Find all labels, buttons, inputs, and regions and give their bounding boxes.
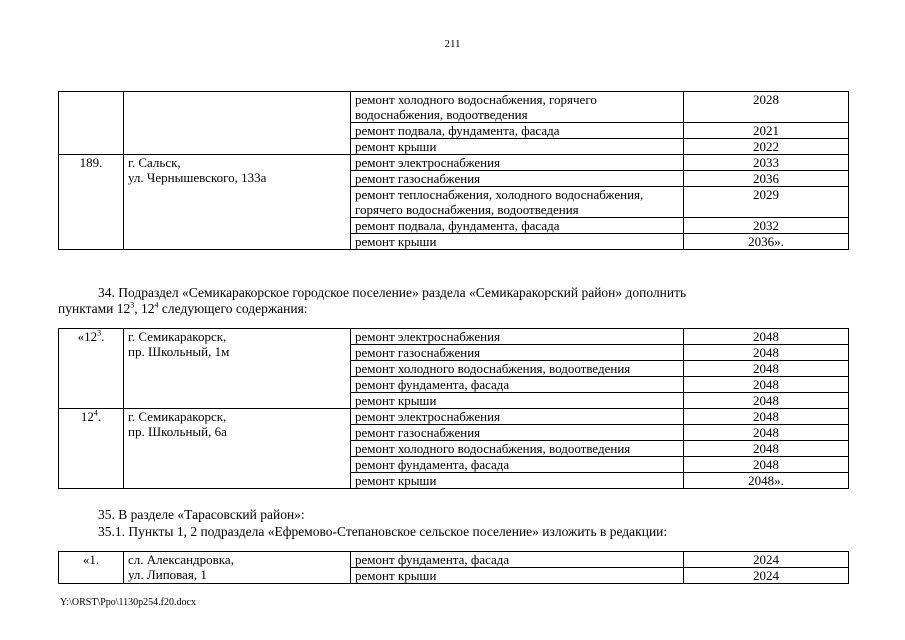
item-number-cell — [59, 92, 124, 155]
year-cell: 2048 — [684, 409, 849, 425]
address-line: ул. Чернышевского, 133а — [128, 170, 267, 185]
item-number-cell — [59, 552, 124, 584]
page-number: 211 — [444, 38, 461, 50]
table-body — [59, 552, 849, 584]
paragraph-34 — [58, 285, 848, 317]
work-type-cell: ремонт подвала, фундамента, фасада — [351, 123, 684, 139]
year-cell: 2022 — [684, 139, 849, 155]
work-type-cell: ремонт крыши — [351, 234, 684, 250]
year-cell: 2048 — [684, 393, 849, 409]
repair-table-2 — [58, 328, 849, 489]
address-cell — [124, 409, 351, 489]
work-type-cell: ремонт электроснабжения — [351, 409, 684, 425]
work-type-cell: ремонт подвала, фундамента, фасада — [351, 218, 684, 234]
year-cell: 2048 — [684, 425, 849, 441]
work-type-cell: ремонт холодного водоснабжения, водоотведения — [351, 441, 684, 457]
item-number-suffix: . — [97, 409, 102, 424]
work-type-cell: ремонт крыши — [351, 139, 684, 155]
table-row — [59, 409, 849, 425]
address-line: пр. Школьный, 6а — [128, 424, 227, 439]
paragraph-35 — [58, 507, 848, 523]
file-path-footer: Y:\ORST\Ppo\1130p254.f20.docx — [60, 597, 196, 608]
table-row — [59, 92, 849, 123]
item-number-cell — [59, 329, 124, 409]
year-cell: 2024 — [684, 568, 849, 584]
year-cell: 2021 — [684, 123, 849, 139]
year-cell: 2048 — [684, 361, 849, 377]
paragraph-34-line2b: , 12 — [134, 301, 155, 316]
superscript: 3 — [130, 300, 135, 310]
table-body — [59, 92, 849, 250]
item-number-suffix: . — [101, 329, 105, 344]
address-line: г. Семикаракорск, — [128, 329, 227, 344]
address-line: ул. Липовая, 1 — [128, 567, 207, 582]
work-type-cell: ремонт электроснабжения — [351, 155, 684, 171]
year-cell: 2032 — [684, 218, 849, 234]
table-row — [59, 552, 849, 568]
year-cell: 2036». — [684, 234, 849, 250]
item-number: 189. — [79, 155, 103, 170]
work-type-cell: ремонт фундамента, фасада — [351, 552, 684, 568]
year-cell: 2048 — [684, 329, 849, 345]
address-cell — [124, 552, 351, 584]
item-number: «12 — [77, 329, 98, 344]
year-cell: 2024 — [684, 552, 849, 568]
item-number-cell — [59, 409, 124, 489]
paragraph-35-text: 35. В разделе «Тарасовский район»: — [98, 507, 305, 522]
year-cell: 2048 — [684, 441, 849, 457]
paragraph-34-line2c: следующего содержания: — [158, 301, 308, 316]
year-cell: 2033 — [684, 155, 849, 171]
repair-table-3 — [58, 551, 849, 584]
year-cell: 2048 — [684, 345, 849, 361]
address-cell — [124, 92, 351, 155]
work-type-cell: ремонт газоснабжения — [351, 171, 684, 187]
address-cell — [124, 155, 351, 250]
work-type-cell: ремонт фундамента, фасада — [351, 457, 684, 473]
address-line: пр. Школьный, 1м — [128, 344, 230, 359]
superscript: 4 — [154, 300, 159, 310]
item-number-superscript: 4 — [93, 408, 98, 418]
address-line: г. Семикаракорск, — [128, 409, 227, 424]
address-line: сл. Александровка, — [128, 552, 234, 567]
year-cell: 2036 — [684, 171, 849, 187]
address-cell — [124, 329, 351, 409]
item-number-superscript: 3 — [97, 328, 102, 338]
year-cell: 2048 — [684, 377, 849, 393]
paragraph-34-line2a: пунктами 12 — [58, 301, 131, 316]
paragraph-35-1 — [58, 524, 848, 540]
work-type-cell: ремонт теплоснабжения, холодного водоснабжения, горячего водоснабжения, водоотведения — [351, 187, 684, 218]
address-line: г. Сальск, — [128, 155, 181, 170]
work-type-cell: ремонт крыши — [351, 393, 684, 409]
work-type-cell: ремонт фундамента, фасада — [351, 377, 684, 393]
table-body — [59, 329, 849, 489]
year-cell: 2028 — [684, 92, 849, 123]
table-row — [59, 329, 849, 345]
paragraph-34-line1: 34. Подраздел «Семикаракорское городское поселение» раздела «Семикаракорский район» дополнить — [98, 285, 687, 300]
work-type-cell: ремонт крыши — [351, 568, 684, 584]
work-type-cell: ремонт электроснабжения — [351, 329, 684, 345]
year-cell: 2029 — [684, 187, 849, 218]
work-type-cell: ремонт холодного водоснабжения, горячего водоснабжения, водоотведения — [351, 92, 684, 123]
work-type-cell: ремонт холодного водоснабжения, водоотведения — [351, 361, 684, 377]
item-number: «1. — [82, 552, 100, 567]
paragraph-35-1-text: 35.1. Пункты 1, 2 подраздела «Ефремово-Степановское сельское поселение» изложить в редакции: — [98, 524, 668, 539]
year-cell: 2048». — [684, 473, 849, 489]
work-type-cell: ремонт газоснабжения — [351, 345, 684, 361]
table-row — [59, 155, 849, 171]
work-type-cell: ремонт крыши — [351, 473, 684, 489]
item-number-cell — [59, 155, 124, 250]
repair-table-1 — [58, 91, 849, 250]
work-type-cell: ремонт газоснабжения — [351, 425, 684, 441]
item-number: 12 — [80, 409, 94, 424]
year-cell: 2048 — [684, 457, 849, 473]
